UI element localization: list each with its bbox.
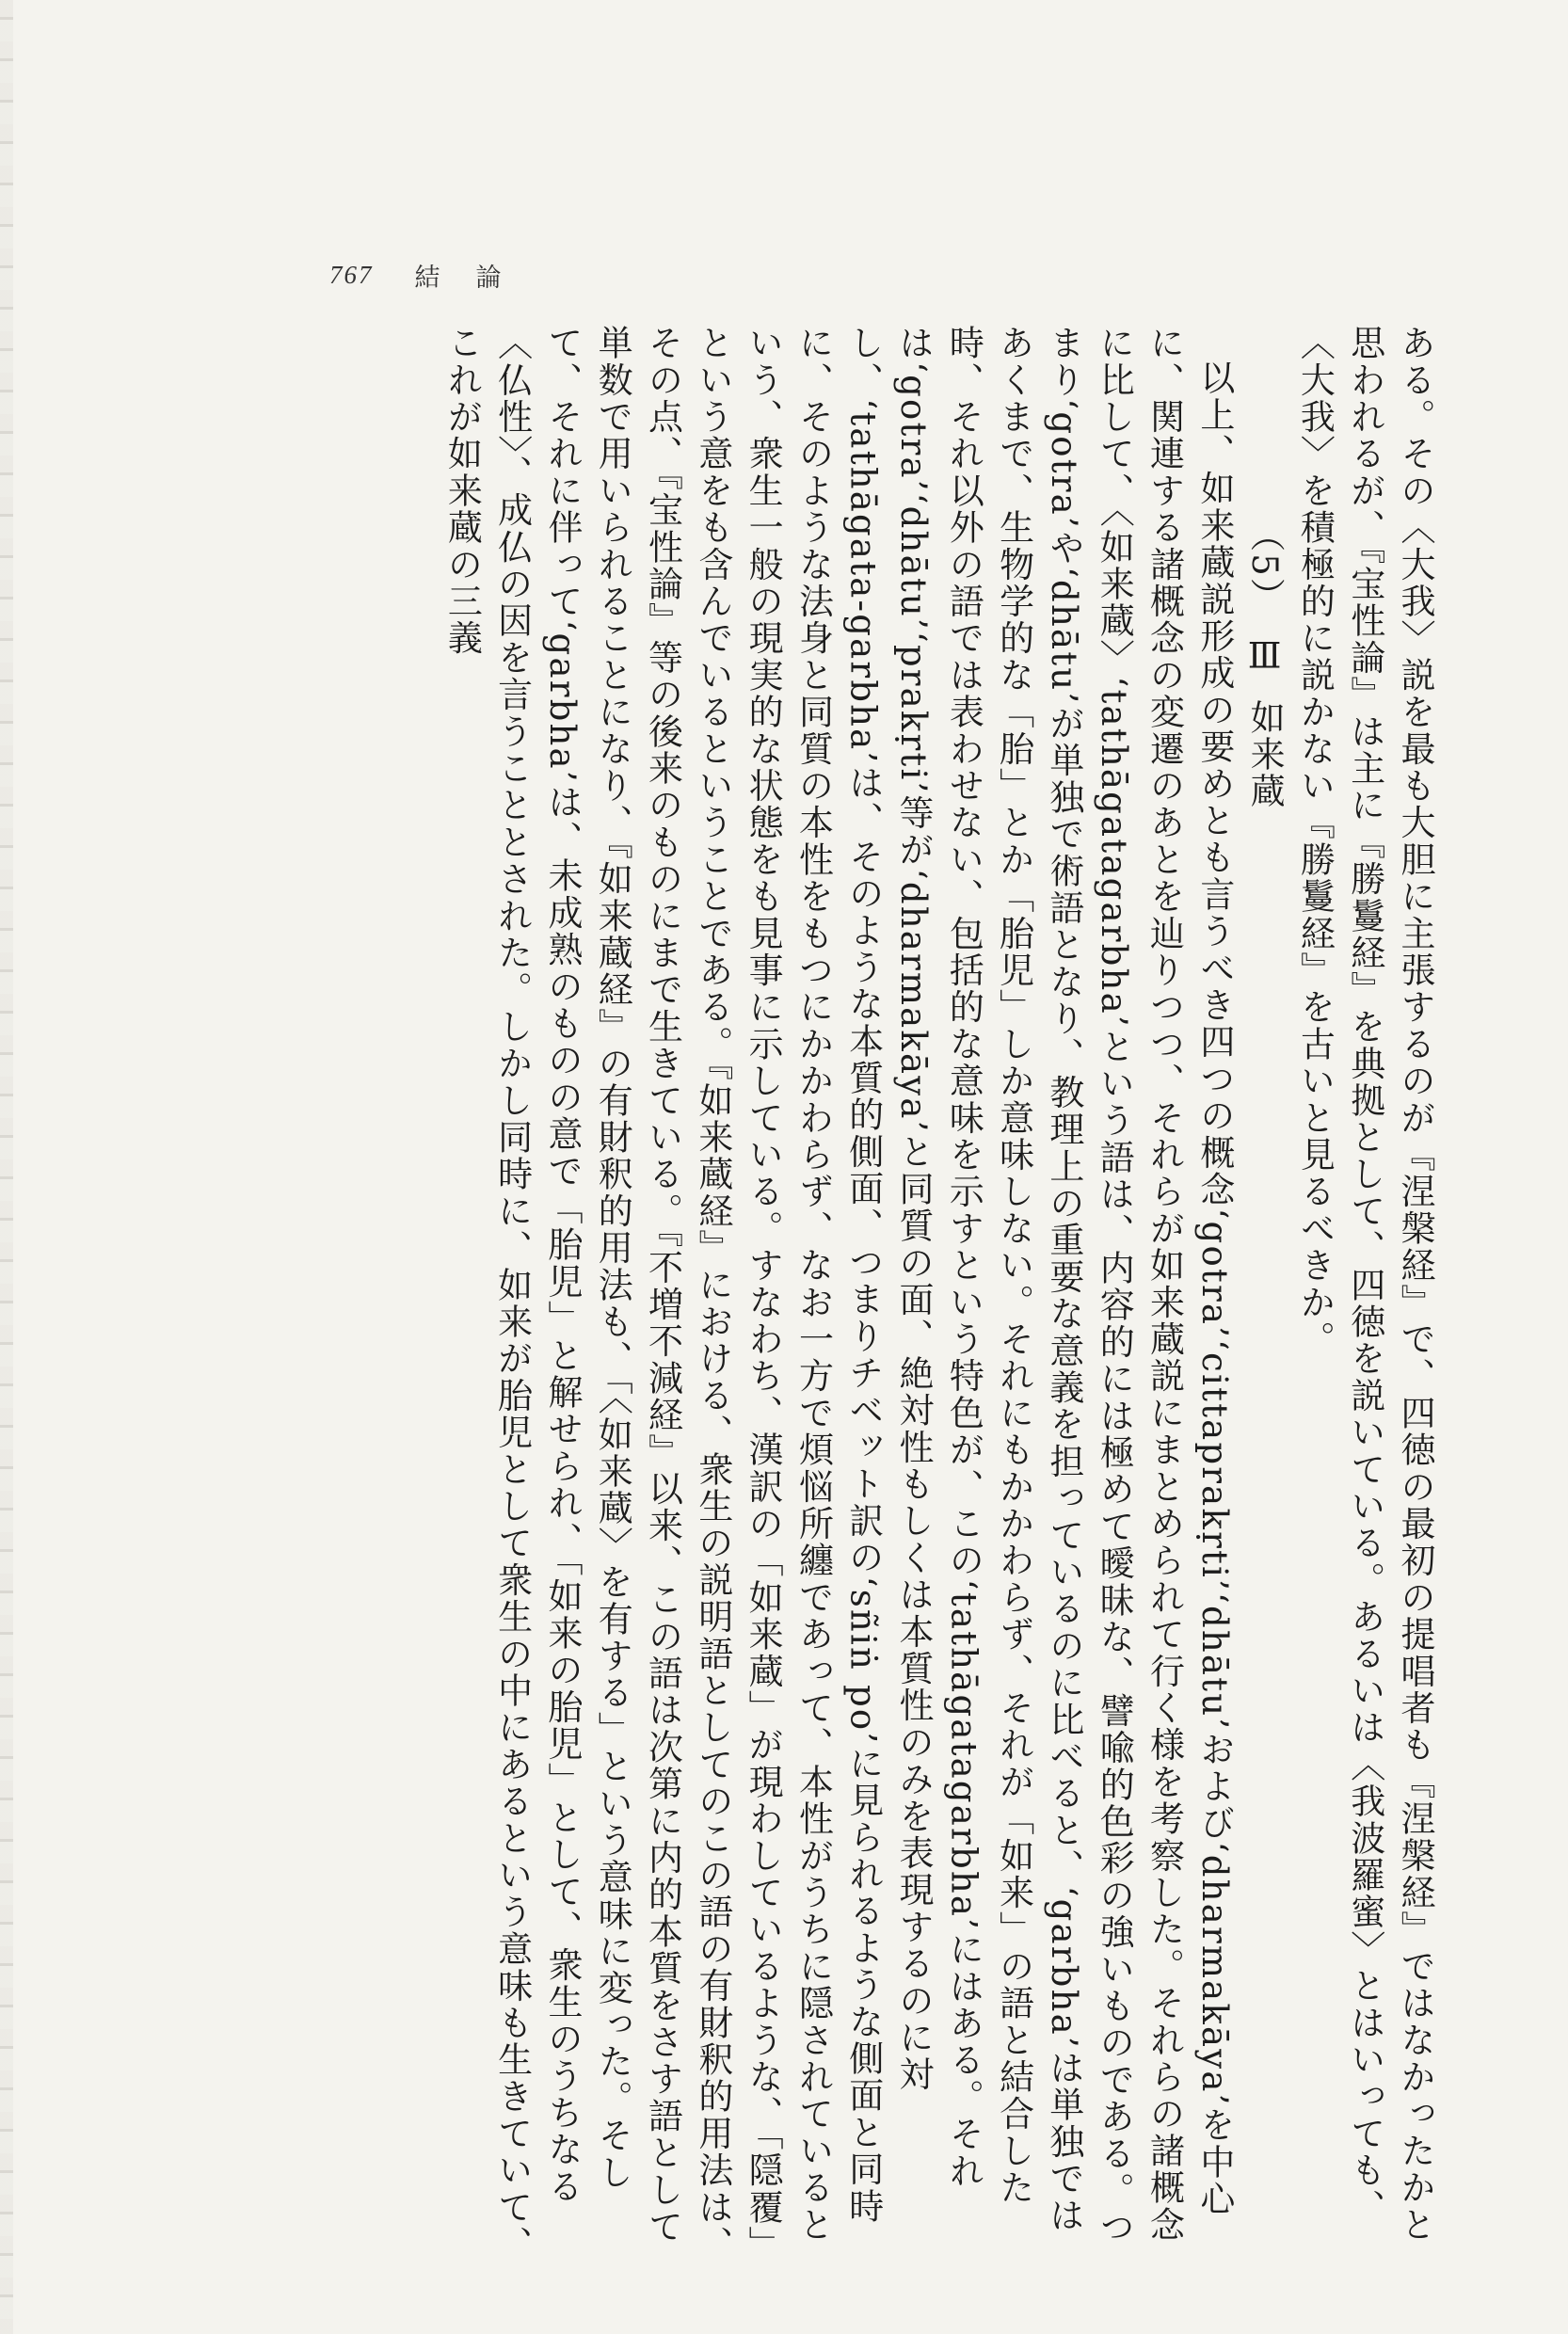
binding-edge [0,0,13,2334]
section-title: 如来蔵 [1244,698,1286,809]
body-paragraph: 以上、如来蔵説形成の要めとも言うべき四つの概念‘gotra’‘cittaprakṛti’‘dhātu’および‘dharmakāya’を中心に、関連する諸概念の変遷のあとを辿りつつ、それらが如来蔵説にまとめられて行く様を考察した。それらの諸概念に比して、〈如来蔵〉‘tathāgatagarbha’という語は、内容的には極めて曖昧な、譬喩的色彩の強いものである。つまり‘gotra’や‘dhātu’が単独で術語となり、教理上の重要な意義を担っているのに比べると、‘garbha’は単独ではあくまで、生物学的な「胎」とか「胎児」しか意味しない。それにもかかわらず、それが「如来」の語と結合した時、それ以外の語では表わせない、包括的な意味を示すという特色が、この‘tathāgatagarbha’にはある。それは‘gotra’‘dhātu’‘prakṛti’等が‘dharmakāya’と同質の面、絶対性もしくは本質性のみを表現するのに対し、‘tathāgata-garbha’は、そのような本質的側面、つまりチベット訳の‘sñiṅ po’に見られるような側面と同時に、そのような法身と同質の本性をもつにかかわらず、なお一方で煩悩所纏であって、本性がうちに隠されているという、衆生一般の現実的な状態をも見事に示している。すなわち、漢訳の「如来蔵」が現わしているような、「隠覆」という意をも含んでいるということである。『如来蔵経』における、衆生の説明語としてのこの語の有財釈的用法は、その点、『宝性論』等の後来のものにまで生きている。『不増不減経』以来、この語は次第に内的本質をさす語として単数で用いられることになり、『如来蔵経』の有財釈的用法も、「〈如来蔵〉を有する」という意味に変った。そして、それに伴って‘garbha’は、未成熟のものの意で「胎児」と解せられ、「如来の胎児」として、衆生のうちなる〈仏性〉、成仏の因を言うこととされた。しかし同時に、如来が胎児として衆生の中にあるという意味も生きていて、これが如来蔵の三義 [441,325,1235,2263]
running-head [329,256,574,294]
intro-paragraph: ある。その〈大我〉説を最も大胆に主張するのが『涅槃経』で、四徳の最初の提唱者も『涅槃経』ではなかったかと思われるが、『宝性論』は主に『勝鬘経』を典拠として、四徳を説いている。あるいは〈我波羅蜜〉とはいっても、〈大我〉を積極的に説かない『勝鬘経』を古いと見るべきか。 [1294,325,1435,2244]
section-roman: Ⅲ [1244,634,1286,679]
section-heading [1240,325,1289,2263]
vertical-body-text [325,325,1440,2263]
running-head-title: 結論 [414,263,537,293]
page-number: 767 [329,260,374,289]
section-number: （5） [1244,516,1286,615]
